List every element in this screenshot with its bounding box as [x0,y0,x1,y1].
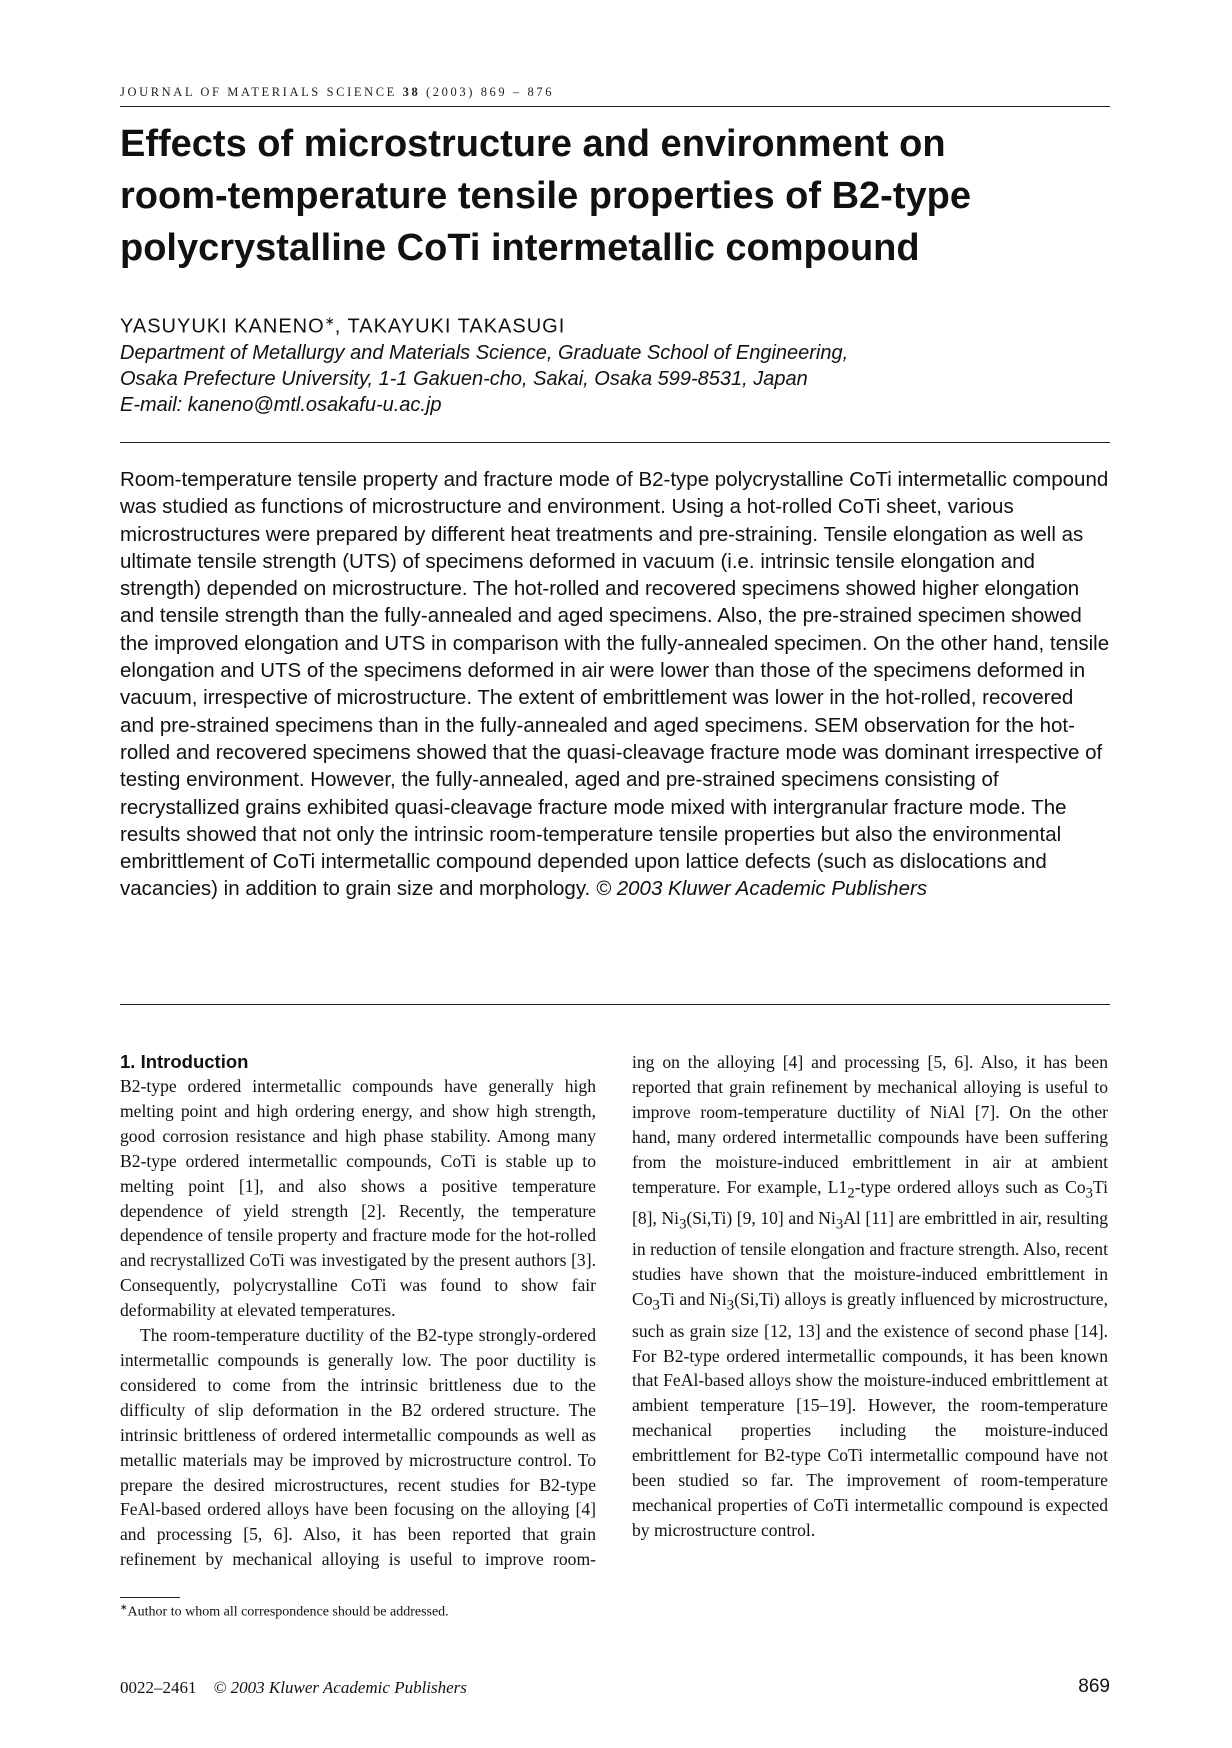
title-line-3: polycrystalline CoTi intermetallic compound [120,227,920,269]
subscript: 3 [679,1216,687,1233]
footnote-rule [120,1597,180,1598]
left-column [120,1050,596,1572]
footer-publisher: © 2003 Kluwer Academic Publishers [213,1678,467,1697]
title-line-1: Effects of microstructure and environment on [120,123,946,165]
article-title [120,118,1120,274]
text-run: Ti [8], Ni [632,1176,1108,1228]
affiliation-line-1: Department of Metallurgy and Materials Science, Graduate School of Engineering, [120,342,849,364]
page-number: 869 [1078,1676,1110,1697]
text-run: Al [11] are embrittled in air, resulting in reduction of tensile elongation and fracture strength. Also, recent studies have shown that the moisture-induced embrittlement in Co [632,1207,1109,1310]
affiliation [120,340,1110,418]
intro-paragraph-1: B2-type ordered intermetallic compounds have generally high melting point and high ordering energy, and show high strength, good corrosion resistance and high phase stability. Among many B2-type ordered intermetallic compounds, CoTi is stable up to melting point [1], and also shows a positive temperature dependence of yield strength [2]. Recently, the temperature dependence of tensile property and fracture mode for the hot-rolled and recrystallized CoTi was investigated by the present authors [3]. Consequently, polycrystalline CoTi was found to show fair deformability at elevated temperatures. [120,1076,596,1321]
abstract-bottom-rule [120,1004,1110,1005]
title-line-2: room-temperature tensile properties of B2-type [120,175,971,217]
intro-paragraph-2: The room-temperature ductility of the B2-type strongly-ordered intermetallic compounds is generally low. The poor ductility is considered to come from the intrinsic brittleness due to the difficulty of slip deformation in the B2 ordered structure. The intrinsic brittleness of ordered intermetallic compounds as well as metallic materials may be improved by microstructure control. To prepare the desired microstructures, recent studies for B2-type FeAl-based ordered alloys have been focusing on the alloying [4] and processing [5, 6]. Also, it has been reported that grain refinement by mechanical alloying is useful to improve room- [120,1325,596,1570]
text-run: Ti and Ni [659,1289,727,1310]
journal-name: JOURNAL OF MATERIALS SCIENCE [120,85,397,99]
subscript: 2 [847,1185,855,1202]
subscript: 3 [652,1297,660,1314]
footnote [120,1602,720,1621]
journal-year-pages: (2003) 869 – 876 [426,85,555,99]
right-column [632,1050,1108,1543]
author-email: E-mail: kaneno@mtl.osakafu-u.ac.jp [120,394,442,416]
intro-paragraph-2-continued: ing on the alloying [4] and processing [5, 6]. Also, it has been reported that grain refinement by mechanical alloying is useful to improve room-temperature ductility of NiAl [7]. On the other hand, many ordered intermetallic compounds have been suffering from the moisture-induced embrittlement in air at ambient temperature. For example, $L1_2$-type ordered alloys such as $Co_3Ti$ [8], $Ni_3(Si,Ti)$ [9, 10] and $Ni_3Al$ [11] are embrittled in air, resulting in reduction of tensile elongation and fracture strength. Also, recent studies have shown that the moisture-induced embrittlement in $Co_3Ti$ and $Ni_3(Si,Ti)$ alloys is greatly influenced by microstructure, such as grain size [12, 13] and the existence of second phase [14]. For B2-type ordered intermetallic compounds, it has been known that FeAl-based alloys show the moisture-induced embrittlement at ambient temperature [15–19]. However, the room-temperature mechanical properties including the moisture-induced embrittlement for B2-type CoTi intermetallic compound have not been studied so far. The improvement of room-temperature mechanical properties of CoTi intermetallic compound is expected by microstructure control. [632,1052,1109,1540]
author-1: YASUYUKI KANENO [120,315,325,338]
abstract-text: Room-temperature tensile property and fracture mode of B2-type polycrystalline CoTi intermetallic compound was studied as functions of microstructure and environment. Using a hot-rolled CoTi sheet, various microstructures were prepared by different heat treatments and pre-straining. Tensile elongation as well as ultimate tensile strength (UTS) of specimens deformed in vacuum (i.e. intrinsic tensile elongation and strength) depended on microstructure. The hot-rolled and recovered specimens showed higher elongation and tensile strength than the fully-annealed and aged specimens. Also, the pre-strained specimen showed the improved elongation and UTS in comparison with the fully-annealed specimen. On the other hand, tensile elongation and UTS of the specimens deformed in air were lower than those of the specimens deformed in vacuum, irrespective of microstructure. The extent of embrittlement was lower in the hot-rolled, recovered and pre-strained specimens than in the fully-annealed and aged specimens. SEM observation for the hot-rolled and recovered specimens showed that the quasi-cleavage fracture mode was dominant irrespective of testing environment. However, the fully-annealed, aged and pre-strained specimens consisting of recrystallized grains exhibited quasi-cleavage fracture mode mixed with intergranular fracture mode. The results showed that not only the intrinsic room-temperature tensile properties but also the environmental embrittlement of CoTi intermetallic compound depended upon lattice defects (such as dislocations and vacancies) in addition to grain size and morphology. [120,468,1110,901]
text-run: (Si,Ti) alloys is greatly influenced by microstructure, such as grain size [12, 13] and the existence of second phase [14]. For B2-type ordered intermetallic compounds, it has been known that FeAl-based alloys show the moisture-induced embrittlement at ambient temperature [15–19]. However, the room-temperature mechanical properties including the moisture-induced embrittlement for B2-type CoTi intermetallic compound have not been studied so far. The improvement of room-temperature mechanical properties of CoTi intermetallic compound is expected by microstructure control. [632,1289,1109,1540]
affiliation-line-2: Osaka Prefecture University, 1-1 Gakuen-cho, Sakai, Osaka 599-8531, Japan [120,368,808,390]
section-heading: 1. Introduction [120,1051,249,1072]
corresponding-mark: ∗ [324,314,335,328]
author-2: , TAKAYUKI TAKASUGI [334,315,566,338]
abstract-copyright: © 2003 Kluwer Academic Publishers [595,877,928,901]
running-head [120,85,1110,100]
text-run: -type ordered alloys such as Co [854,1176,1086,1197]
subscript: 3 [1085,1185,1093,1202]
abstract-top-rule [120,442,1110,443]
text-run: (Si,Ti) [9, 10] and Ni [686,1207,836,1228]
subscript: 3 [835,1216,844,1233]
footnote-text: Author to whom all correspondence should be addressed. [127,1604,449,1620]
subscript: 3 [726,1297,735,1314]
journal-volume: 38 [402,85,421,99]
footer-info [120,1678,467,1698]
issn: 0022–2461 [120,1678,197,1697]
footnote-mark: ∗ [120,1602,128,1612]
header-rule [120,106,1110,107]
abstract [120,466,1110,903]
author-list [120,314,1110,339]
